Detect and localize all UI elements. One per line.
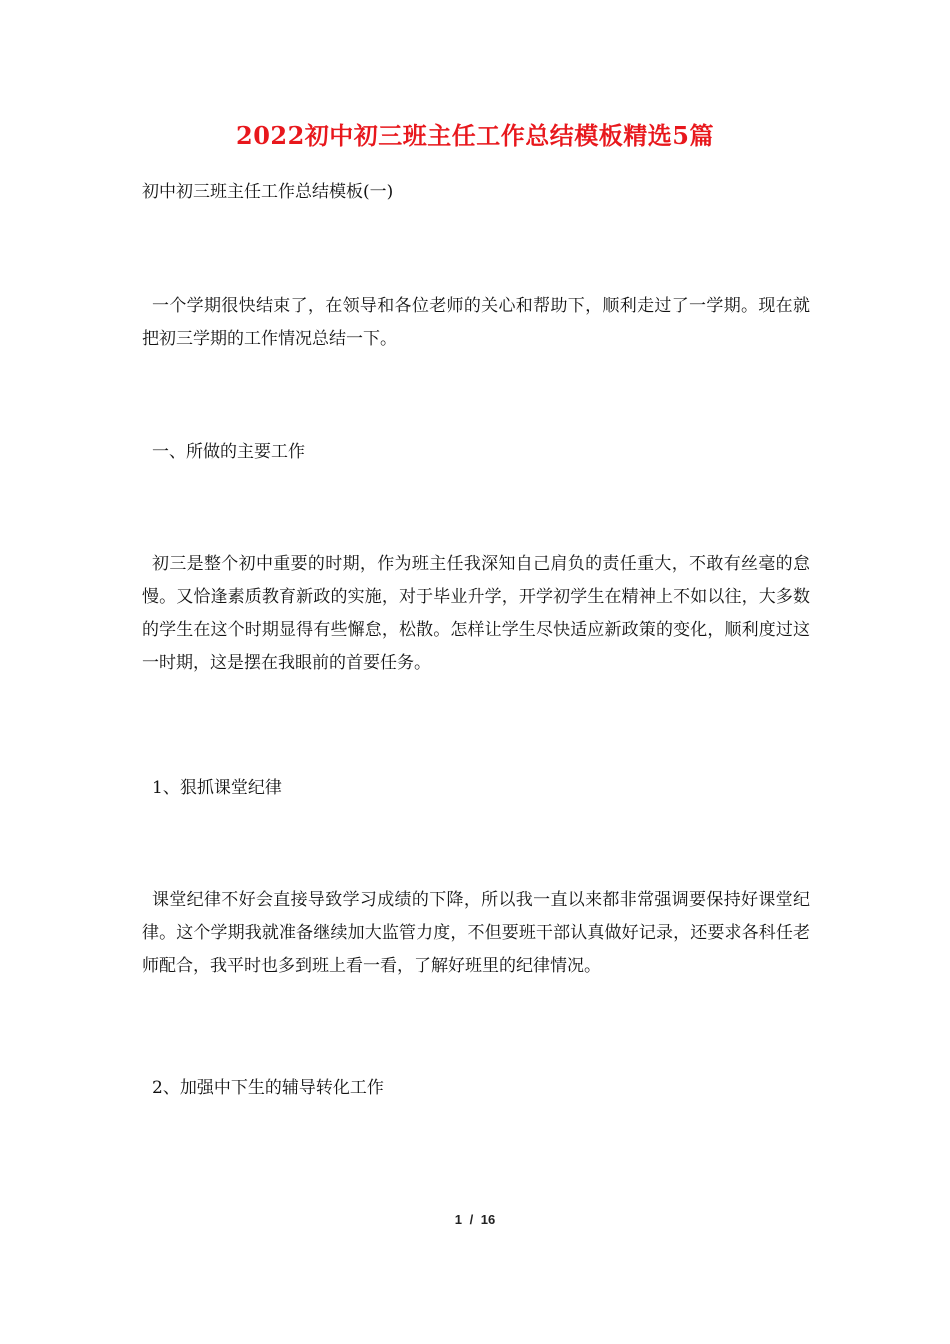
document-subtitle: 初中初三班主任工作总结模板(一)	[142, 182, 394, 202]
intro-paragraph: 一个学期很快结束了，在领导和各位老师的关心和帮助下，顺利走过了一学期。现在就把初三学期的工作情况总结一下。	[142, 296, 810, 349]
document-title: 2022初中初三班主任工作总结模板精选5篇	[236, 121, 714, 150]
item-paragraph-classroom-discipline: 课堂纪律不好会直接导致学习成绩的下降，所以我一直以来都非常强调要保持好课堂纪律。这个学期我就准备继续加大监管力度，不但要班干部认真做好记录，还要求各科任老师配合，我平时也多到班上看一看，了解好班里的纪律情况。	[142, 890, 810, 976]
item-heading-tutoring: 2、加强中下生的辅导转化工作	[152, 1078, 384, 1098]
section-paragraph-main-work: 初三是整个初中重要的时期，作为班主任我深知自己肩负的责任重大，不敢有丝毫的怠慢。又恰逢素质教育新政的实施，对于毕业升学，开学初学生在精神上不如以往，大多数的学生在这个时期显得有些懈怠，松散。怎样让学生尽快适应新政策的变化，顺利度过这一时期，这是摆在我眼前的首要任务。	[142, 554, 810, 673]
item-heading-classroom-discipline: 1、狠抓课堂纪律	[152, 778, 282, 798]
page-number: 1 / 16	[454, 1212, 496, 1227]
section-heading-main-work: 一、所做的主要工作	[152, 442, 305, 462]
